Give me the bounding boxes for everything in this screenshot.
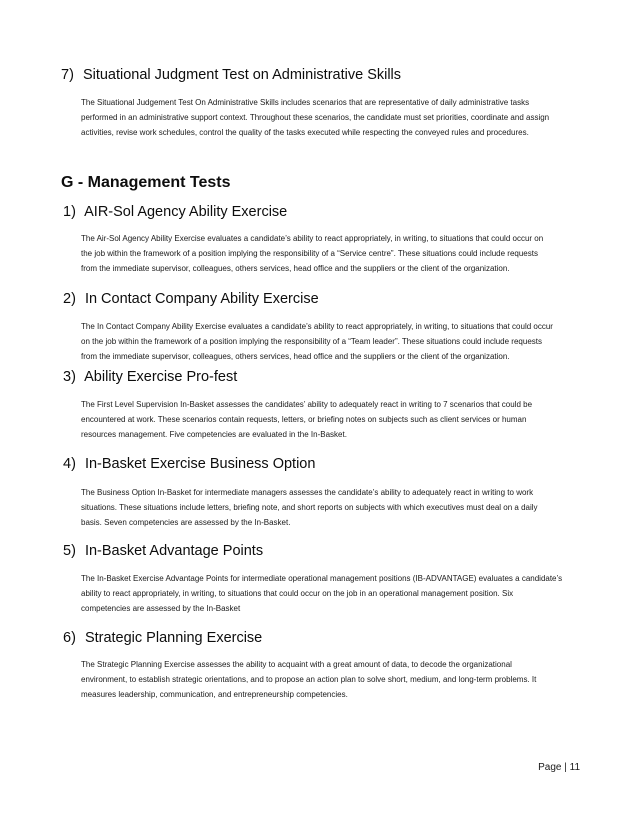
major-heading: G - Management Tests — [61, 174, 231, 191]
paragraph-line: The Business Option In-Basket for intermediate managers assesses the candidate’s ability to adequately react in writing to work — [81, 488, 534, 497]
item-title: Ability Exercise Pro-fest — [84, 369, 238, 385]
item-title: In-Basket Advantage Points — [84, 543, 264, 559]
paragraph-line: ability to react appropriately, in writing, to situations that could occur on the job in an operational management position. Six — [81, 589, 514, 598]
paragraph-line: The Situational Judgement Test On Administrative Skills includes scenarios that are representative of daily administrative tasks — [81, 98, 530, 107]
item-title: Strategic Planning Exercise — [84, 630, 263, 646]
paragraph-line: environment, to establish strategic orientations, and to propose an action plan to solve short, medium, and long-term problems. It — [81, 675, 537, 684]
paragraph-line: activities, revise work schedules, control the quality of the tasks executed while respecting the conveyed rules and procedures. — [81, 128, 529, 137]
paragraph-line: The In-Basket Exercise Advantage Points for intermediate operational management positions (IB-ADVANTAGE) evaluates a candidate’s — [81, 574, 563, 583]
paragraph-line: from the immediate supervisor, colleagues, others services, head office and the suppliers or the client of the organization. — [81, 264, 510, 273]
paragraph-line: basis. Seven competencies are assessed by the In-Basket. — [81, 518, 291, 527]
item-number: 4) — [63, 456, 76, 472]
item-title: AIR-Sol Agency Ability Exercise — [84, 204, 288, 220]
item-heading-3 — [63, 368, 237, 386]
item-heading-5 — [63, 542, 263, 560]
paragraph-line: encountered at work. These scenarios contain requests, letters, or briefing notes on subjects such as client services or human — [81, 415, 527, 424]
page-number: Page | 11 — [538, 762, 580, 773]
item-heading-2 — [63, 290, 319, 308]
paragraph-line: competencies are assessed by the In-Basket — [81, 604, 241, 613]
section-number: 7) — [61, 67, 74, 83]
paragraph-line: from the immediate supervisor, colleagues, others services, head office and the suppliers or the client of the organization. — [81, 352, 510, 361]
paragraph-line: The In Contact Company Ability Exercise evaluates a candidate’s ability to react appropriately, in writing, to situations that could occur — [81, 322, 553, 331]
paragraph-line: resources management. Five competencies are evaluated in the In-Basket. — [81, 430, 347, 439]
item-heading-4 — [63, 455, 315, 473]
paragraph-line: performed in an administrative support context. Throughout these scenarios, the candidate must set priorities, coordinate and assign — [81, 113, 550, 122]
item-title: In Contact Company Ability Exercise — [84, 291, 319, 307]
paragraph-line: on the job within the framework of a position implying the responsibility of a “Team leader”. These situations could include requests — [81, 337, 542, 346]
section-heading-7 — [61, 66, 401, 84]
section-title: Situational Judgment Test on Administrative Skills — [82, 67, 402, 83]
paragraph-line: The First Level Supervision In-Basket assesses the candidates’ ability to adequately react in writing to 7 scenarios that could be — [81, 400, 533, 409]
item-number: 2) — [63, 291, 76, 307]
item-number: 3) — [63, 369, 76, 385]
section-paragraph-7 — [81, 95, 581, 140]
item-paragraph-5 — [81, 571, 581, 616]
item-number: 6) — [63, 630, 76, 646]
paragraph-line: the job within the framework of a position implying the responsibility of a “Service centre”. These situations could include requests — [81, 249, 538, 258]
paragraph-line: situations. These situations include letters, briefing note, and short reports on subjects with which executives must deal on a daily — [81, 503, 538, 512]
item-paragraph-6 — [81, 657, 581, 702]
item-heading-1 — [63, 203, 287, 221]
item-title: In-Basket Exercise Business Option — [84, 456, 316, 472]
paragraph-line: The Air-Sol Agency Ability Exercise evaluates a candidate’s ability to react appropriately, in writing, to situations that could occur on — [81, 234, 544, 243]
paragraph-line: The Strategic Planning Exercise assesses the ability to acquaint with a great amount of data, to decode the organizational — [81, 660, 512, 669]
item-paragraph-2 — [81, 319, 581, 364]
item-paragraph-1 — [81, 231, 581, 276]
item-number: 1) — [63, 204, 76, 220]
item-number: 5) — [63, 543, 76, 559]
item-paragraph-3 — [81, 397, 581, 442]
paragraph-line: measures leadership, communication, and entrepreneurship competencies. — [81, 690, 348, 699]
item-heading-6 — [63, 629, 262, 647]
item-paragraph-4 — [81, 485, 581, 530]
